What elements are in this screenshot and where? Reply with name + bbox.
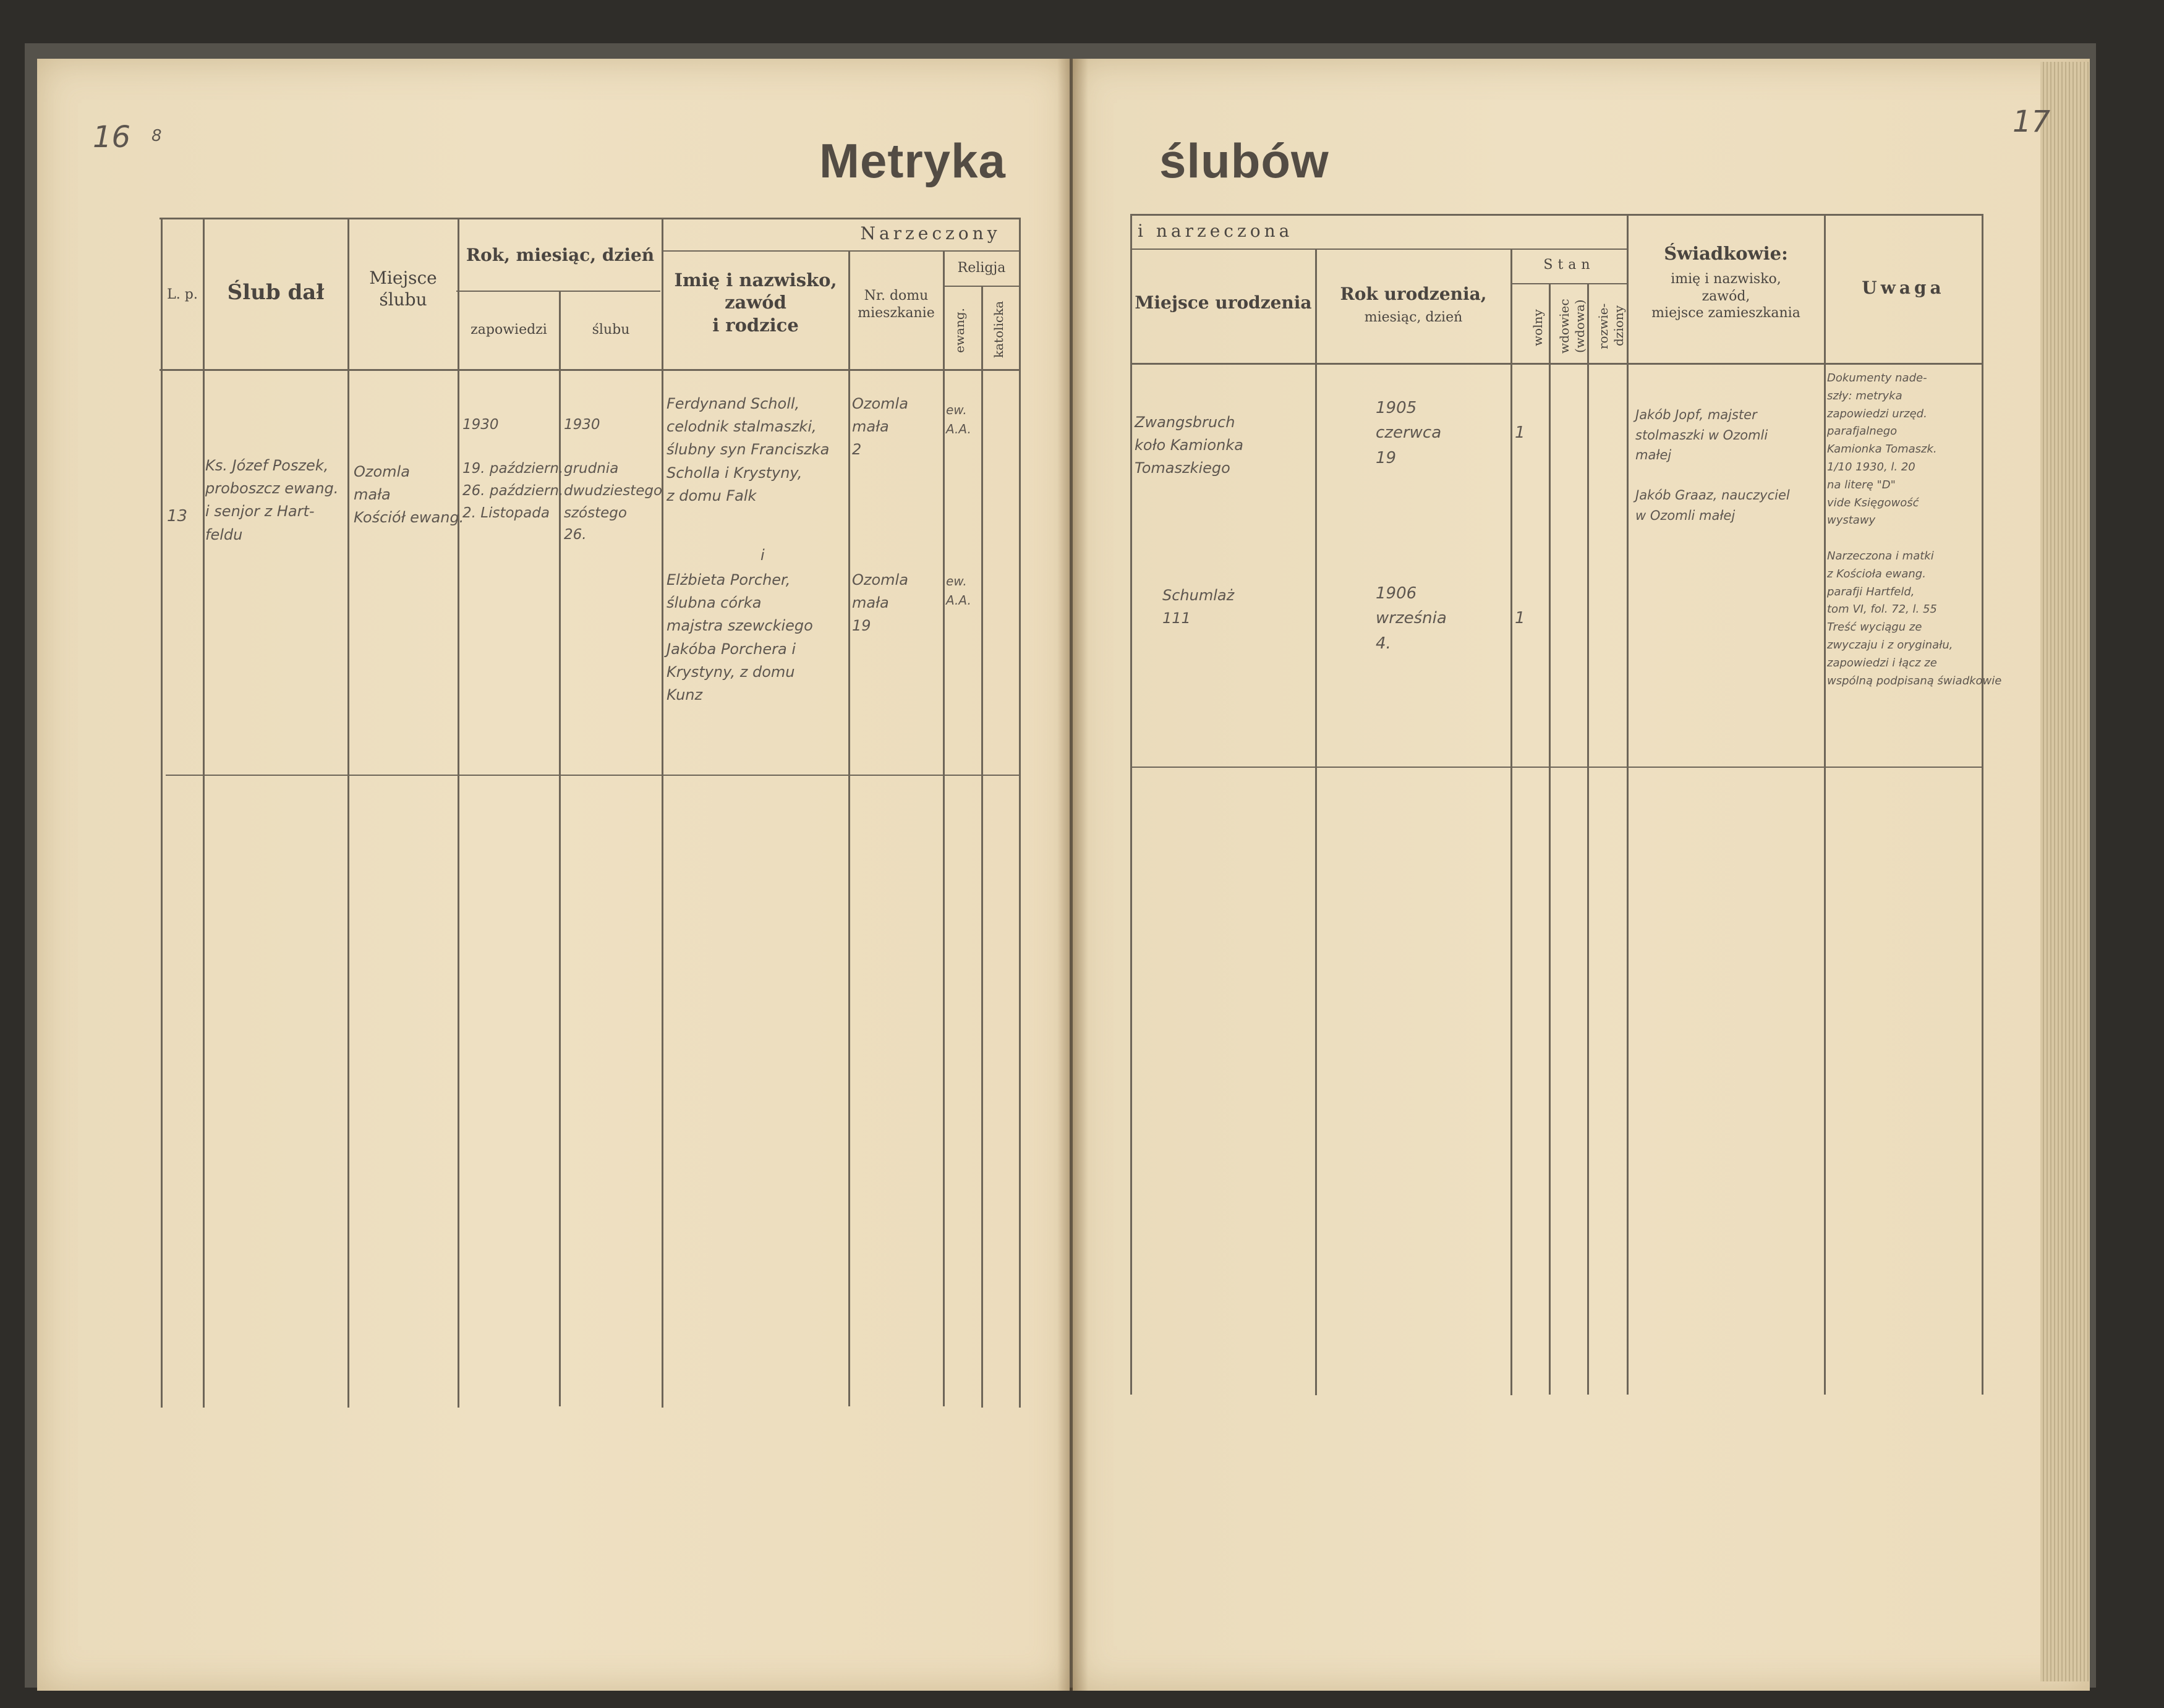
col-rule-miejsce — [458, 218, 459, 1408]
header-wolny: wolny — [1530, 309, 1545, 347]
header-zapowiedzi: zapowiedzi — [471, 322, 547, 338]
col-rule-left-edge — [161, 218, 163, 1408]
narzeczona-subrule — [1130, 249, 1628, 250]
col-rule-swiadkowie — [1824, 214, 1826, 1395]
col-rule-nr-domu — [943, 250, 945, 1406]
entry-uwaga: Dokumenty nade- szły: metryka zapowiedzi urzęd. parafjalnego Kamionka Tomaszk. 1/10 1930, l. 20 na literę "D" vide Księgowość wystawy Narzeczona i matki z Kościoła ewang. parafji Hartfeld, tom VI, fol. 72, l. 55 Treść wyciągu ze zwyczaju i z oryginału, zapowiedzi i łącz ze wspólną podpisaną świadkowie — [1827, 372, 2002, 687]
header-miejsce-urodzenia: Miejsce urodzenia — [1135, 292, 1312, 313]
header-ewang: ewang. — [952, 308, 967, 354]
title-metryka: Metryka — [819, 134, 1006, 188]
header-wdowiec: wdowiec (wdowa) — [1557, 299, 1587, 354]
header-bottom-rule-left — [160, 369, 1020, 371]
bride-house: Ozomla mała 19 — [852, 571, 908, 635]
header-rok-urodzenia: Rok urodzenia, — [1340, 284, 1487, 304]
stan-subrule — [1510, 283, 1628, 284]
col-rule-right-edge — [1130, 214, 1132, 1395]
header-rok-miesiac-dzien: Rok, miesiąc, dzień — [466, 245, 655, 265]
bride-birth: 1906 września 4. — [1376, 584, 1447, 653]
entry-witnesses: Jakób Jopf, majster stolmaszki w Ozomli małej Jakób Graaz, nauczyciel w Ozomli małej — [1635, 407, 1790, 523]
entry-bottom-rule-right — [1130, 767, 1982, 768]
bride-birthplace: Schumlaż 111 — [1162, 587, 1235, 627]
date-subrule — [456, 291, 660, 292]
header-i-narzeczona: i narzeczona — [1138, 221, 1293, 241]
left-page-number: 16 — [93, 120, 131, 155]
col-rule-ewang — [981, 286, 983, 1408]
header-miesiac-dzien: miesiąc, dzień — [1364, 310, 1463, 325]
col-rule-lp — [203, 218, 205, 1408]
page-edges — [2040, 62, 2090, 1681]
header-slub-dal: Ślub dał — [227, 280, 325, 305]
groom-religion: ew. A.A. — [946, 402, 971, 436]
header-slubu: ślubu — [592, 322, 630, 338]
header-swiadkowie: Świadkowie: — [1664, 243, 1788, 264]
col-rule-slub-dal — [347, 218, 349, 1408]
col-rule-wolny — [1549, 283, 1551, 1395]
groom-birthplace: Zwangsbruch koło Kamionka Tomaszkiego — [1135, 414, 1243, 477]
col-rule-imie — [848, 250, 850, 1406]
title-slubow: ślubów — [1159, 134, 1329, 188]
entry-slub-dal: Ks. Józef Poszek, proboszcz ewang. i senjor z Hart- feldu — [205, 457, 339, 543]
col-rule-wdowiec — [1587, 283, 1589, 1395]
header-religja: Religja — [957, 260, 1006, 276]
groom-name: Ferdynand Scholl, celodnik stalmaszki, ślubny syn Franciszka Scholla i Krystyny, z domu Falk — [667, 395, 830, 504]
col-rule-stan-end — [1627, 214, 1629, 1395]
entry-bottom-rule-left — [166, 775, 1020, 776]
header-stan: Stan — [1543, 257, 1595, 273]
book-gutter — [1057, 59, 1088, 1691]
entry-lp: 13 — [167, 507, 188, 525]
col-rule-rok-ur — [1510, 249, 1512, 1395]
groom-house: Ozomla mała 2 — [852, 395, 908, 459]
entry-slubu: 1930 grudnia dwudziestego szóstego 26. — [564, 417, 663, 543]
header-rozwiedziony: rozwie- dziony — [1596, 303, 1626, 349]
left-page-subnumber: 8 — [151, 127, 162, 145]
header-uwaga: Uwaga — [1862, 278, 1945, 298]
table-top-rule-left — [160, 218, 1020, 219]
entry-zapowiedzi: 1930 19. październ. 26. październ. 2. Listopada — [462, 417, 564, 521]
header-nr-domu: Nr. domu mieszkanie — [858, 288, 935, 321]
header-narzeczony: Narzeczony — [860, 223, 1001, 244]
header-bottom-rule-right — [1130, 363, 1982, 365]
col-rule-slubu — [662, 218, 663, 1408]
entry-conjunction: i — [760, 546, 765, 564]
col-rule-miejsce-ur — [1315, 249, 1317, 1395]
header-swiadkowie-sub: imię i nazwisko, zawód, miejsce zamieszkania — [1651, 271, 1800, 321]
bride-name: Elżbieta Porcher, ślubna córka majstra szewckiego Jakóba Porchera i Krystyny, z domu Kunz — [667, 571, 813, 703]
header-miejsce-slubu: Miejsce ślubu — [369, 268, 437, 310]
groom-wolny: 1 — [1515, 423, 1525, 442]
header-lp: L. p. — [167, 287, 198, 302]
entry-miejsce: Ozomla mała Kościół ewang. — [354, 463, 464, 527]
bride-wolny: 1 — [1515, 609, 1525, 627]
header-katolicka: katolicka — [991, 300, 1006, 358]
groom-birth: 1905 czerwca 19 — [1376, 399, 1442, 467]
header-imie-nazwisko: Imię i nazwisko, zawód i rodzice — [674, 270, 837, 336]
right-page-number: 17 — [2013, 104, 2051, 139]
narzeczony-subrule — [663, 250, 1020, 252]
table-top-rule-right — [1130, 214, 1982, 216]
col-rule-left-end — [1019, 218, 1021, 1408]
bride-religion: ew. A.A. — [946, 574, 971, 608]
